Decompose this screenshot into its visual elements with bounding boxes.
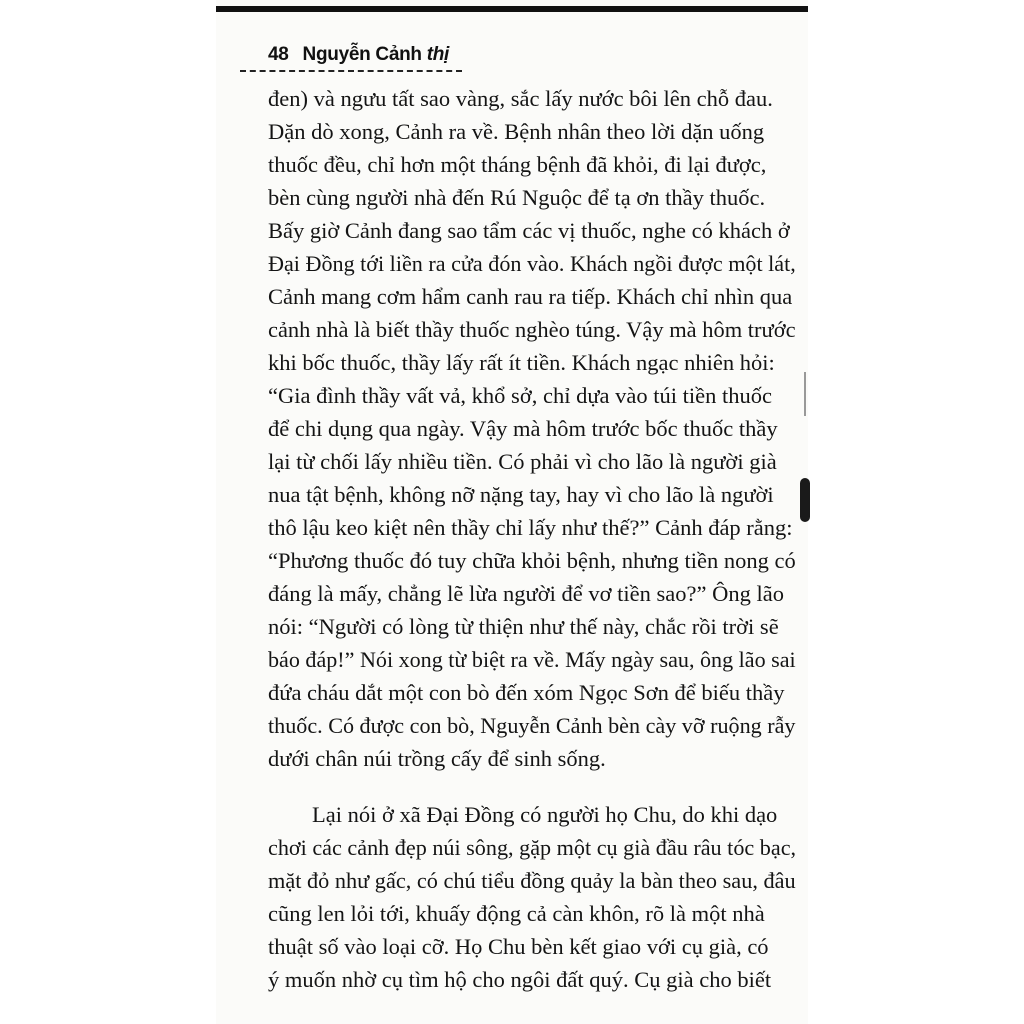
text-line: dưới chân núi trồng cấy để sinh sống. xyxy=(268,746,606,771)
text-line: “Phương thuốc đó tuy chữa khỏi bệnh, nhưng tiền nong có xyxy=(268,548,796,573)
text-line: bèn cùng người nhà đến Rú Nguộc để tạ ơn thầy thuốc. xyxy=(268,185,766,210)
text-line: nói: “Người có lòng từ thiện như thế này, chắc rồi trời sẽ xyxy=(268,614,779,639)
text-line: đen) và ngưu tất sao vàng, sắc lấy nước bôi lên chỗ đau. xyxy=(268,86,773,111)
running-title-italic: thị xyxy=(426,44,449,65)
text-line: “Gia đình thầy vất vả, khổ sở, chỉ dựa vào túi tiền thuốc xyxy=(268,383,772,408)
text-line: cảnh nhà là biết thầy thuốc nghèo túng. Vậy mà hôm trước xyxy=(268,317,796,342)
text-line: Dặn dò xong, Cảnh ra về. Bệnh nhân theo lời dặn uống xyxy=(268,119,765,144)
text-line: chơi các cảnh đẹp núi sông, gặp một cụ già đầu râu tóc bạc, xyxy=(268,835,797,860)
text-line: Đại Đồng tới liền ra cửa đón vào. Khách ngồi được một lát, xyxy=(268,251,796,276)
text-line: Cảnh mang cơm hẩm canh rau ra tiếp. Khách chỉ nhìn qua xyxy=(268,284,793,309)
text-line: thuật số vào loại cỡ. Họ Chu bèn kết giao với cụ già, có xyxy=(268,934,769,959)
text-line: thô lậu keo kiệt nên thầy chỉ lấy như thế?” Cảnh đáp rằng: xyxy=(268,515,793,540)
page-number: 48 xyxy=(268,44,289,65)
page-edge-line xyxy=(804,372,806,416)
paragraph-2 xyxy=(268,798,796,996)
text-line: thuốc. Có được con bò, Nguyễn Cảnh bèn cày vỡ ruộng rẫy xyxy=(268,713,796,738)
running-title: Nguyễn Cảnh xyxy=(302,44,422,65)
paragraph-1 xyxy=(268,82,796,775)
text-line: ý muốn nhờ cụ tìm hộ cho ngôi đất quý. Cụ già cho biết xyxy=(268,967,772,992)
paragraph-gap xyxy=(268,775,796,798)
top-rule xyxy=(216,6,808,12)
body-text xyxy=(268,82,796,996)
text-line: nua tật bệnh, không nỡ nặng tay, hay vì cho lão là người xyxy=(268,482,774,507)
text-line: mặt đỏ như gấc, có chú tiểu đồng quảy la bàn theo sau, đâu xyxy=(268,868,796,893)
text-line: khi bốc thuốc, thầy lấy rất ít tiền. Khách ngạc nhiên hỏi: xyxy=(268,350,775,375)
text-line: cũng len lỏi tới, khuấy động cả càn khôn, rõ là một nhà xyxy=(268,901,765,926)
text-line: báo đáp!” Nói xong từ biệt ra về. Mấy ngày sau, ông lão sai xyxy=(268,647,796,672)
text-line: thuốc đều, chỉ hơn một tháng bệnh đã khỏi, đi lại được, xyxy=(268,152,767,177)
text-line: để chi dụng qua ngày. Vậy mà hôm trước bốc thuốc thầy xyxy=(268,416,778,441)
text-line: đáng là mấy, chẳng lẽ lừa người để vơ tiền sao?” Ông lão xyxy=(268,581,784,606)
text-line-indented: Lại nói ở xã Đại Đồng có người họ Chu, do khi dạo xyxy=(312,802,778,827)
text-line: Bấy giờ Cảnh đang sao tẩm các vị thuốc, nghe có khách ở xyxy=(268,218,790,243)
book-page xyxy=(216,0,808,1024)
text-line: lại từ chối lấy nhiều tiền. Có phải vì cho lão là người già xyxy=(268,449,777,474)
page-edge-shadow xyxy=(800,478,810,522)
header-dashed-rule xyxy=(240,70,462,72)
text-line: đứa cháu dắt một con bò đến xóm Ngọc Sơn để biếu thầy xyxy=(268,680,785,705)
